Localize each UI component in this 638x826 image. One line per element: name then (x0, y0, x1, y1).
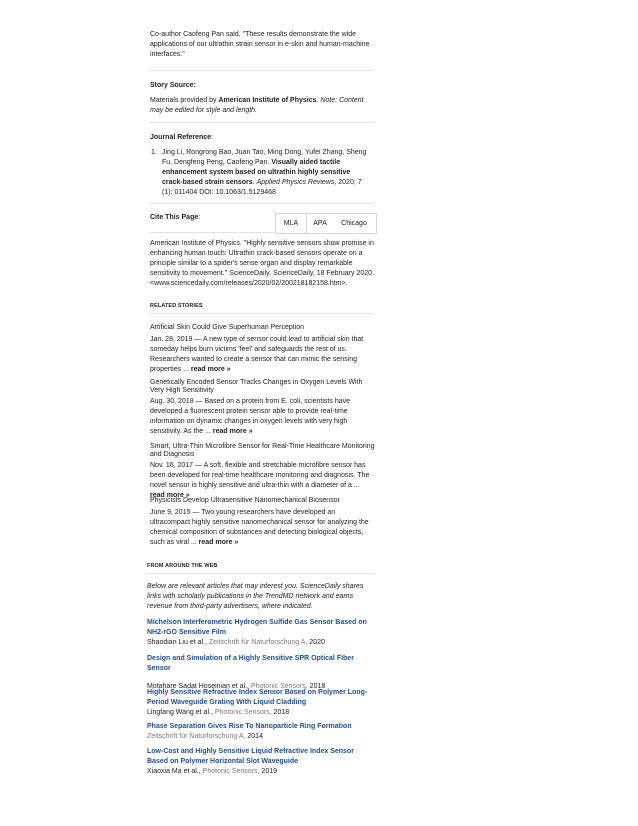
reference-journal: Applied Physics Reviews (256, 179, 335, 186)
story-source-prefix: Materials provided by (150, 97, 219, 104)
cite-heading-colon: : (198, 214, 201, 221)
citation-style-tabs (275, 213, 377, 234)
web-article (147, 654, 375, 692)
related-story-date: Nov. 16, 2017 (150, 462, 194, 469)
web-article-journal: Photonic Sensors, (202, 768, 260, 775)
cite-heading-text: Cite This Page (150, 214, 199, 221)
related-story-summary (150, 397, 375, 437)
intro-quote: Co-author Caofeng Pan said, "These results demonstrate the wide applications of our ultrathin strain sensor in e-skin and human-machine interfaces." (150, 31, 370, 58)
story-source-provider: American Institute of Physics (218, 97, 317, 104)
web-article-year: 2018 (273, 709, 290, 716)
related-story-date: Aug. 30, 2018 (150, 398, 194, 405)
story-source-heading: Story Source: (150, 82, 196, 89)
related-story-text: — A new type of sensor could lead to artificial skin that someday helps burn victims 'feel' and safeguards the rest of us. Researchers wanted to create a sensor that can mimic the sensing properties ... (150, 336, 364, 373)
related-story-summary (150, 508, 375, 548)
related-story-title[interactable]: Physicists Develop Ultrasensitive Nanomechanical Biosensor (150, 497, 340, 504)
related-story-date: Jan. 28, 2019 (150, 336, 193, 343)
related-story-text: — A soft, flexible and stretchable microfibre sensor has been developed for real-time healthcare monitoring and diagnosis. The novel sensor is highly sensitive and ultra-thin with a diameter of a ... (150, 462, 370, 489)
reference-number: 1. (151, 149, 157, 156)
related-story-text: — Two young researchers have developed an ultracompact highly sensitive nanomechanical sensor for analyzing the chemical composition of substances and detecting biological objects, such as viral ... (150, 509, 369, 546)
from-around-web-heading: FROM AROUND THE WEB (147, 563, 218, 569)
story-source-suffix: . (316, 97, 321, 104)
web-article-year: 2020 (309, 639, 325, 646)
divider (150, 122, 374, 123)
web-article (147, 618, 375, 648)
read-more-link[interactable]: read more » (150, 492, 190, 499)
reference-details: , 2020; 7 (1): 011404 DOI: 10.1063/1.5129468 (162, 179, 362, 196)
related-story-title[interactable]: Genetically Encoded Sensor Tracks Changes in Oxygen Levels With Very High Sensitivity (150, 379, 363, 394)
related-story-summary (150, 335, 375, 375)
story-source-text (150, 96, 375, 116)
citation-text: American Institute of Physics. "Highly sensitive sensors show promise in enhancing human touch: Ultrathin crack-based sensors operate on a principle similar to a spider's sense organ and display remarkable sensitivity to movement." ScienceDaily. ScienceDaily, 18 February 2020. <www.sciencedaily.com/releases/2020/02/200218182158.htm>. (150, 240, 374, 287)
divider (150, 70, 374, 71)
web-article-authors: Shaodian Liu et al., (147, 639, 207, 646)
related-story-summary (150, 461, 375, 501)
web-article-title[interactable]: Highly Sensitive Refractive Index Sensor Based on Polymer Long-Period Waveguide Grating With Liquid Cladding (147, 689, 368, 706)
divider (150, 313, 374, 314)
trendmd-disclaimer: Below are relevant articles that may interest you. ScienceDaily shares links with scholarly publications in the TrendMD network and earns revenue from third-party advertisers, where indicated. (147, 583, 364, 610)
web-article-authors: Motahare Sadat Hoseinian et al., (147, 683, 249, 690)
read-more-link[interactable]: read more » (198, 539, 239, 546)
related-stories-heading: RELATED STORIES (150, 303, 203, 309)
web-article (147, 722, 375, 742)
related-story-date: June 9, 2015 (150, 509, 191, 516)
web-article-title[interactable]: Phase Separation Gives Rise To Nanoparticle Ring Formation (147, 723, 352, 730)
web-article-meta (147, 767, 375, 777)
web-article-journal: Photonic Sensors, (214, 709, 272, 716)
related-story (150, 496, 375, 548)
web-article-authors: Lingfang Wang et al., (147, 709, 213, 716)
reference-authors: Jing Li, Rongrong Bao, Juan Tao, Ming Dong, Yufei Zhang, Sheng Fu, Dengfeng Peng, Caofeng Pan. (162, 149, 367, 166)
related-story (150, 379, 375, 437)
divider (150, 232, 275, 233)
related-story-text: — Based on a protein from E. coli, scientists have developed a fluorescent protein sensor able to provide real-time information on dynamic changes in oxygen levels with very high sensitivity. As the ... (150, 398, 350, 435)
web-article-title[interactable]: Low-Cost and Highly Sensitive Liquid Refractive Index Sensor Based on Polymer Horizontal Slot Waveguide (147, 748, 354, 765)
read-more-link[interactable]: read more » (212, 428, 253, 435)
story-source-note: Note: Content may be edited for style and length. (150, 97, 364, 114)
web-article-meta (147, 638, 375, 648)
journal-reference-colon: : (211, 134, 214, 141)
web-article-year: 2014 (247, 733, 263, 740)
web-article-journal: Zeitschrift für Naturforschung A, (208, 639, 308, 646)
read-more-link[interactable]: read more » (190, 366, 231, 373)
web-article-meta (147, 708, 375, 718)
reference-title[interactable]: Visually aided tactile enhancement system based on ultrathin highly sensitive crack-based strain sensors (162, 159, 351, 186)
tab-apa[interactable]: APA (313, 219, 327, 227)
web-article-journal: Photonic Sensors, (250, 683, 308, 690)
related-story-title[interactable]: Smart, Ultra-Thin Microfibre Sensor for Real-Time Healthcare Monitoring and Diagnosis (150, 443, 375, 458)
reference-separator: . (252, 179, 257, 186)
web-article-year: 2019 (261, 768, 277, 775)
tab-chicago[interactable]: Chicago (341, 219, 367, 227)
related-story (150, 443, 375, 501)
web-article (147, 747, 375, 777)
web-article-journal: Zeitschrift für Naturforschung A, (147, 733, 246, 740)
web-article-title[interactable]: Design and Simulation of a Highly Sensitive SPR Optical Fiber Sensor (147, 655, 354, 672)
web-article (147, 688, 375, 718)
related-story (150, 323, 375, 375)
journal-reference-heading (150, 133, 375, 143)
web-article-meta (147, 732, 375, 742)
divider (150, 203, 374, 204)
reference-entry (162, 148, 372, 198)
web-article-year: 2018 (309, 683, 326, 690)
related-story-title[interactable]: Artificial Skin Could Give Superhuman Perception (150, 324, 305, 331)
tab-mla[interactable]: MLA (276, 214, 307, 233)
journal-reference-heading-text: Journal Reference (150, 134, 212, 141)
divider (147, 573, 374, 574)
web-article-title[interactable]: Michelson Interferometric Hydrogen Sulfide Gas Sensor Based on NH2-rGO Sensitive Film (147, 619, 367, 636)
web-article-authors: Xiaoxia Ma et al., (147, 768, 201, 775)
